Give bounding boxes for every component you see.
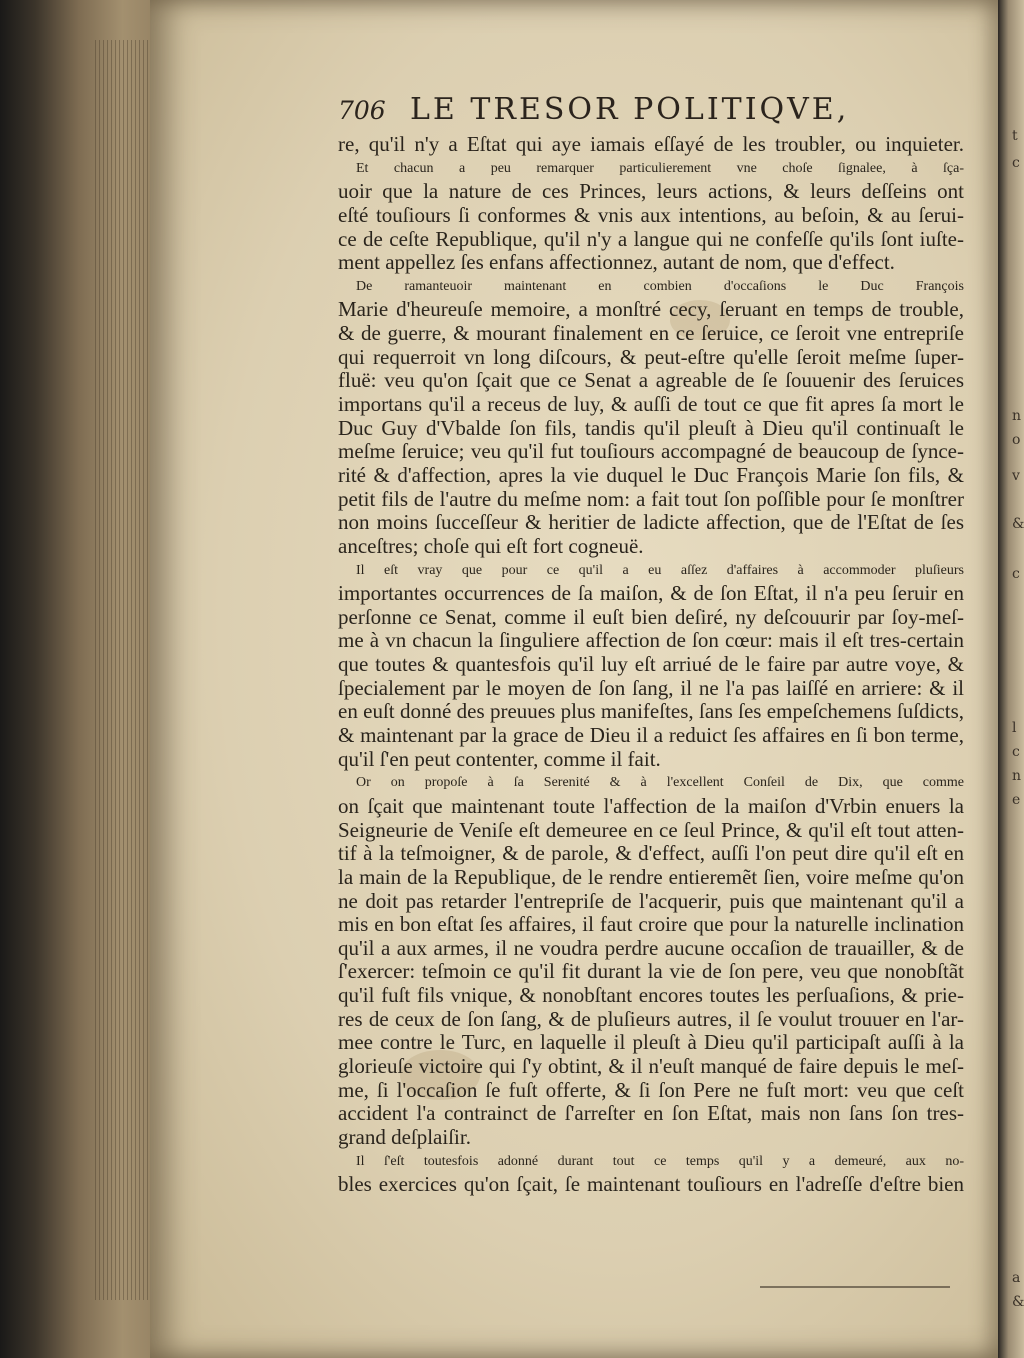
text-line: petit fils de l'autre du meſme nom: a fait tout ſon poſſible pour ſe monſtrer — [338, 486, 964, 511]
book-fore-edge — [0, 0, 175, 1358]
facing-page-fragment: c — [1012, 155, 1020, 171]
text-line: qui requerroit vn long diſcours, & peut-eſtre qu'elle ſeroit meſme ſuper- — [338, 344, 964, 369]
text-line: en euſt donné des preuues plus manifeſtes, ſans ſes empeſchemens ſuſdicts, — [338, 699, 964, 724]
text-line: uoir que la nature de ces Princes, leurs actions, & leurs deſſeins ont — [338, 179, 964, 204]
text-line: Duc Guy d'Vbalde ſon fils, tandis qu'il pleuſt à Dieu qu'il continuaſt le — [338, 415, 964, 440]
text-line: & de guerre, & mourant finalement en ce ſeruice, ce ſeroit vne entrepriſe — [338, 321, 964, 346]
text-line: mis en bon eſtat ſes affaires, il faut croire que pour la naturelle inclination — [338, 912, 964, 937]
text-line: res de ceux de ſon ſang, & de pluſieurs autres, il ſe voulut trouuer en l'ar- — [338, 1006, 964, 1031]
facing-page-fragment: c — [1012, 744, 1020, 760]
handwritten-underline — [760, 1286, 950, 1288]
text-line: qu'il fuſt fils vnique, & nonobſtant encores toutes les perſuaſions, & prie- — [338, 983, 964, 1008]
text-line: re, qu'il n'y a Eſtat qui aye iamais eſſayé de les troubler, ou inquieter. — [338, 132, 964, 156]
text-line: grand deſplaiſir. — [338, 1124, 471, 1149]
facing-page-fragment: n — [1012, 408, 1022, 424]
text-line: tif à la teſmoigner, & de parole, & d'effect, auſſi l'on peut dire qu'il eſt en — [338, 841, 964, 866]
text-line: on ſçait que maintenant toute l'affection de la maiſon d'Vrbin enuers la — [338, 793, 964, 818]
facing-page-fragment: c — [1012, 566, 1020, 582]
text-line: ſpecialement par le moyen de ſon ſang, il ne l'a pas laiſſé en arriere: & il — [338, 675, 964, 700]
facing-page-fragment: o — [1012, 432, 1021, 448]
text-line: glorieuſe victoire qui ſ'y obtint, & il n'euſt manqué de faire depuis le meſ- — [338, 1053, 964, 1078]
text-line: me à vn chacun la ſinguliere affection de ſon cœur: mais il eſt tres-certain — [338, 628, 964, 653]
text-line: fluë: veu qu'on ſçait que ce Senat a agreable de ſe ſouuenir des ſeruices — [338, 368, 964, 393]
facing-page-fragment: n — [1012, 768, 1022, 784]
text-line: me, ſi l'occaſion ſe fuſt offerte, & ſi ſon Pere ne fuſt mort: veu que ceſt — [338, 1077, 964, 1102]
text-line: accident l'a contrainct de ſ'arreſter en ſon Eſtat, mais non ſans ſon tres- — [338, 1101, 964, 1126]
running-title: LE TRESOR POLITIQVE, — [410, 92, 850, 127]
text-line: qu'il a aux armes, il ne voudra perdre aucune occaſion de trauailler, & de — [338, 935, 964, 960]
running-head — [338, 92, 958, 132]
body-text — [338, 133, 964, 1197]
text-line: qu'il ſ'en peut contenter, comme il fait. — [338, 746, 661, 771]
facing-page-fragment: v — [1012, 468, 1020, 484]
text-line: Et chacun a peu remarquer particulierement vne choſe ſignalee, à ſça- — [356, 160, 964, 176]
text-line: non moins ſucceſſeur & heritier de ladicte affection, que de l'Eſtat de ſes — [338, 510, 964, 535]
text-line: importantes occurrences de ſa maiſon, & de ſon Eſtat, il n'a peu ſeruir en — [338, 581, 964, 606]
text-line: De ramanteuoir maintenant en combien d'occaſions le Duc François — [356, 278, 964, 294]
page-number: 706 — [338, 96, 386, 125]
text-line: mee contre le Turc, en laquelle il pleuſt à Dieu qu'il participaſt auſſi à la — [338, 1030, 964, 1055]
text-line: Seigneurie de Veniſe eſt demeuree en ce ſeul Prince, & qu'il eſt tout atten- — [338, 817, 964, 842]
text-line: la main de la Republique, de le rendre entieremẽt ſien, voire meſme qu'on — [338, 864, 964, 889]
text-line: ne doit pas retarder l'entrepriſe de l'acquerir, puis que maintenant qu'il a — [338, 888, 964, 913]
text-line: Il eſt vray que pour ce qu'il a eu aſſez d'affaires à accommoder pluſieurs — [356, 562, 964, 578]
text-line: perſonne ce Senat, comme il euſt bien deſiré, ny deſcouurir par ſoy-meſ- — [338, 604, 964, 629]
facing-page-fragment: l — [1012, 720, 1017, 736]
text-line: Or on propoſe à ſa Serenité & à l'excellent Conſeil de Dix, que comme — [356, 775, 964, 791]
facing-page-fragment: a — [1012, 1270, 1021, 1286]
text-line: meſme ſeruice; veu qu'il fut touſiours accompagné de beaucoup de ſynce- — [338, 439, 964, 464]
text-line: bles exercices qu'on ſçait, ſe maintenant touſiours en l'adreſſe d'eſtre bien — [338, 1172, 964, 1197]
facing-page-fragment: & — [1012, 516, 1024, 532]
text-line: & maintenant par la grace de Dieu il a reduict ſes affaires en ſi bon terme, — [338, 723, 964, 748]
facing-page-fragment: & — [1012, 1294, 1024, 1310]
text-line: Il ſ'eſt toutesfois adonné durant tout ce temps qu'il y a demeuré, aux no- — [356, 1153, 964, 1169]
text-line: anceſtres; choſe qui eſt fort cogneuë. — [338, 533, 644, 558]
text-line: ce de ceſte Republique, qu'il n'y a langue qui ne confeſſe qu'ils ſont iuſte- — [338, 226, 964, 251]
facing-page-fragment: e — [1012, 792, 1021, 808]
text-line: importans qu'il a receus de luy, & auſſi de tout ce que fit apres ſa mort le — [338, 392, 964, 417]
text-line: Marie d'heureuſe memoire, a monſtré cecy, ſeruant en temps de trouble, — [338, 297, 964, 322]
text-line: que toutes & quantesfois qu'il luy eſt arriué de le faire par autre voye, & — [338, 652, 964, 677]
text-line: eſté touſiours ſi conformes & vnis aux intentions, au beſoin, & au ſerui- — [338, 202, 964, 227]
text-line: ment appellez ſes enfans affectionnez, autant de nom, que d'effect. — [338, 250, 895, 275]
facing-page-edge — [998, 0, 1024, 1358]
text-line: rité & d'affection, apres la vie duquel le Duc François Marie ſon fils, & — [338, 462, 964, 487]
facing-page-fragment: t — [1012, 128, 1018, 144]
text-line: ſ'exercer: teſmoin ce qu'il fit durant la vie de ſon pere, veu que nonobſtãt — [338, 959, 964, 984]
